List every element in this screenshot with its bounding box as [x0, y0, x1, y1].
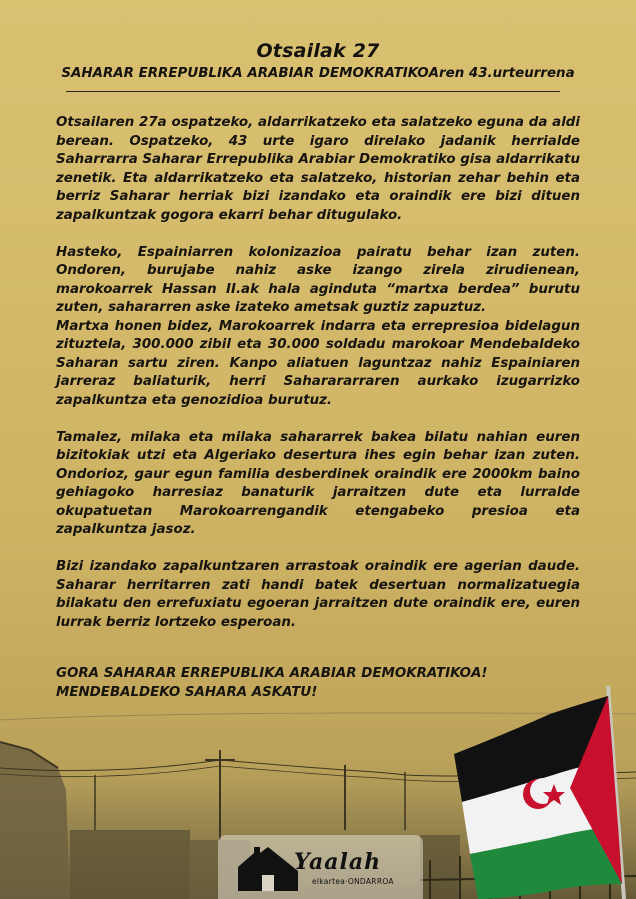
header-divider — [66, 91, 560, 92]
slogan-line: MENDEBALDEKO SAHARA ASKATU! — [56, 684, 318, 700]
header — [0, 40, 636, 81]
page-title: Otsailak 27 — [256, 40, 380, 62]
paragraph-intro: Otsailaren 27a ospatzeko, aldarrikatzeko eta salatzeko eguna da aldi berean. Ospatzeko, 43 urte igaro direlako jadanik herrialde Saharrarra Saharar Errepublika Arabiar Demokratiko gisa aldarrikatu zenetik. Eta aldarrikatzeko eta salatzeko, historian zehar behin eta berriz Saharar herriak bizi izandako eta oraindik ere bizi dituen zapalkuntzak gogora ekarri behar ditugulako. — [56, 115, 580, 223]
body-text — [56, 114, 580, 651]
house-icon — [236, 845, 300, 891]
logo-tagline: elkartea·ONDARROA — [312, 877, 394, 886]
yaalah-logo — [218, 835, 423, 899]
paragraph-exile: Tamalez, milaka eta milaka sahararrek bakea bilatu nahian euren bizitokiak utzi eta Algeriako desertura ihes egin behar izan zuten. Ondorioz, gaur egun familia desberdinek oraindik ere 2000km baino gehiagoko harresiaz banaturik jarraitzen dute eta lurralde okupatuetan Marokoarrengandik etengabeko presioa eta zapalkuntza jasoz. — [56, 429, 580, 537]
paragraph-colonization: Hasteko, Espainiarren kolonizazioa pairatu behar izan zuten. Ondoren, burujabe nahiz aske izango zirela zirudienean, marokoarrek Hassan II.ak hala aginduta “martxa berdea” burutu zuten, sahararren aske izateko ametsak guztiz zapuztuz. — [56, 244, 580, 315]
sahrawi-flag-icon — [450, 684, 636, 899]
slogan-line: GORA SAHARAR ERREPUBLIKA ARABIAR DEMOKRATIKOA! — [56, 666, 488, 681]
paragraph-present: Bizi izandako zapalkuntzaren arrastoak oraindik ere agerian daude. Saharar herritarren zati handi batek desertuan normalizatuegia bilakatu den errefuxiatu egoeran jarraitzen dute oraindik ere, euren lurrak berriz lortzeko esperoan. — [56, 559, 580, 630]
paragraph-green-march: Martxa honen bidez, Marokoarrek indarra eta errepresioa bidelagun zituztela, 300.000 zibil eta 30.000 soldadu marokoar Mendebaldeko Saharan sartu ziren. Kanpo aliatuen laguntzaz nahiz Espainiaren jarreraz baliaturik, herri Saharararraren aurkako izugarrizko zapalkuntza eta genozidioa burutuz. — [56, 318, 580, 408]
logo-name: Yaalah — [294, 849, 382, 875]
page-subtitle: SAHARAR ERREPUBLIKA ARABIAR DEMOKRATIKOAren 43.urteurrena — [61, 66, 575, 81]
